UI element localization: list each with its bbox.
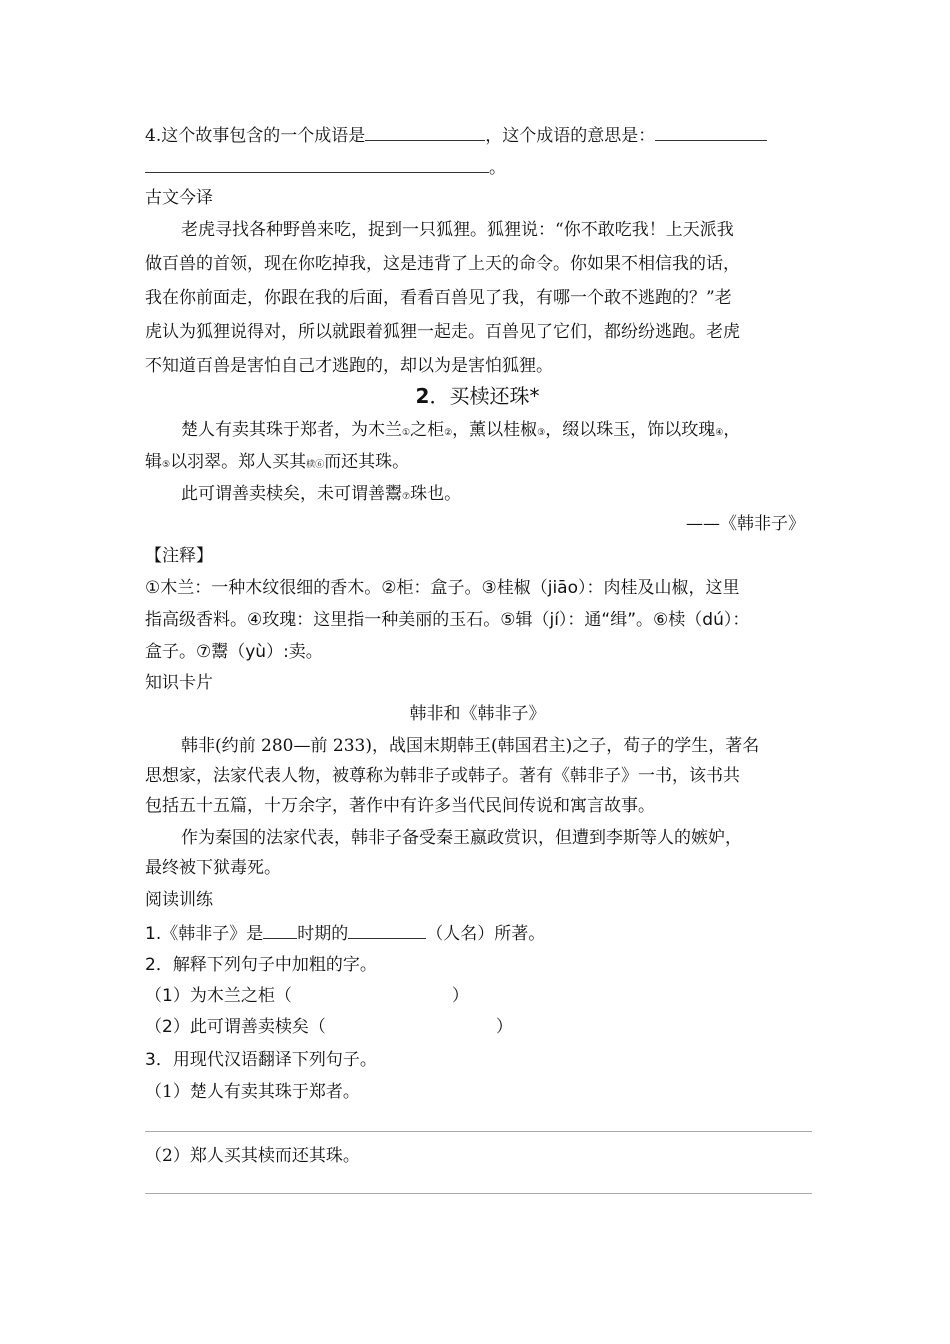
text: 辑	[145, 452, 162, 472]
practice-question-2: 2．解释下列句子中加粗的字。	[145, 955, 377, 975]
text: ，	[723, 420, 741, 440]
text: 1.《韩非子》是	[145, 924, 264, 944]
question-4-line-2	[145, 156, 810, 178]
text: 珠也。	[410, 484, 462, 504]
answer-line[interactable]	[145, 1131, 812, 1132]
card-line: 思想家，法家代表人物，被尊称为韩非子或韩子。著有《韩非子》一书，该书共	[145, 766, 740, 786]
card-title: 韩非和《韩非子》	[409, 704, 546, 724]
text: （1）为木兰之柜（	[145, 986, 292, 1006]
practice-heading: 阅读训练	[145, 890, 213, 910]
practice-question-2-2	[145, 1017, 810, 1037]
text: 此可谓善卖椟矣，未可谓善鬻	[181, 484, 402, 504]
question-4-text-a: 4.这个故事包含的一个成语是	[145, 126, 366, 146]
section-number: 2	[415, 384, 430, 408]
translation-line: 虎认为狐狸说得对，所以就跟着狐狸一起走。百兽见了它们，都纷纷逃跑。老虎	[145, 322, 740, 342]
classical-text-line	[181, 420, 810, 443]
text: 以羽翠。郑人买其	[170, 452, 307, 472]
note-marker: ⑤	[162, 460, 171, 470]
practice-question-2-1	[145, 986, 810, 1006]
text: 时期的	[297, 924, 349, 944]
text: 之柜	[410, 420, 445, 440]
text: 楚人有卖其珠于郑者，为木兰	[181, 420, 402, 440]
note-marker: ①	[402, 428, 411, 438]
note-line: 指高级香料。④玫瑰：这里指一种美丽的玉石。⑤辑（jí）：通“缉”。⑥椟（dú）：	[145, 610, 750, 630]
answer-line[interactable]	[145, 1193, 812, 1194]
text: ）	[451, 986, 469, 1006]
text: ，缀以珠玉，饰以玫瑰	[545, 420, 716, 440]
note-line: ①木兰：一种木纹很细的香木。②柜：盒子。③桂椒（jiāo）：肉桂及山椒，这里	[145, 578, 740, 598]
section-title-text: ．买椟还珠*	[429, 384, 540, 408]
text: ）	[495, 1017, 513, 1037]
card-line: 包括五十五篇，十万余字，著作中有许多当代民间传说和寓言故事。	[145, 796, 655, 816]
answer-blank[interactable]	[655, 124, 767, 141]
card-line: 作为秦国的法家代表，韩非子备受秦王嬴政赏识，但遭到李斯等人的嫉妒，	[181, 828, 742, 848]
note-marker: ②	[444, 428, 453, 438]
text: ，薰以桂椒	[452, 420, 538, 440]
practice-question-3-2: （2）郑人买其椟而还其珠。	[145, 1146, 360, 1166]
translation-line: 不知道百兽是害怕自己才逃跑的，却以为是害怕狐狸。	[145, 356, 553, 376]
answer-blank[interactable]	[145, 156, 489, 173]
practice-question-3-1: （1）楚人有卖其珠于郑者。	[145, 1082, 360, 1102]
translation-line: 做百兽的首领，现在你吃掉我，这是违背了上天的命令。你如果不相信我的话，	[145, 254, 740, 274]
note-marker: 椟⑥	[306, 460, 325, 470]
card-heading: 知识卡片	[145, 673, 213, 693]
translation-line: 老虎寻找各种野兽来吃，捉到一只狐狸。狐狸说：“你不敢吃我！上天派我	[181, 220, 734, 240]
source-attribution: ——《韩非子》	[686, 514, 805, 534]
question-4-text-b: ，这个成语的意思是：	[485, 126, 656, 146]
text: 而还其珠。	[324, 452, 410, 472]
translation-heading: 古文今译	[145, 188, 213, 208]
classical-text-line	[181, 484, 810, 507]
note-line: 盒子。⑦鬻（yù）:卖。	[145, 642, 323, 662]
translation-line: 我在你前面走，你跟在我的后面，看看百兽见了我，有哪一个敢不逃跑的？”老	[145, 288, 732, 308]
card-line: 最终被下狱毒死。	[145, 858, 281, 878]
answer-blank[interactable]	[348, 922, 426, 939]
section-title	[145, 386, 810, 406]
question-4	[145, 124, 810, 146]
note-marker: ④	[715, 428, 724, 438]
practice-question-3: 3．用现代汉语翻译下列句子。	[145, 1050, 377, 1070]
text: （2）此可谓善卖椟矣（	[145, 1017, 326, 1037]
card-line: 韩非(约前 280—前 233)，战国末期韩王(韩国君主)之子，荀子的学生，著名	[181, 736, 760, 756]
note-marker: ⑦	[402, 492, 411, 502]
question-4-end: 。	[489, 158, 506, 178]
classical-text-line	[145, 452, 810, 475]
answer-blank[interactable]	[263, 922, 297, 939]
practice-question-1	[145, 922, 810, 944]
notes-heading: 【注释】	[145, 546, 213, 566]
note-marker: ③	[537, 428, 546, 438]
text: （人名）所著。	[426, 924, 546, 944]
answer-blank[interactable]	[365, 124, 485, 141]
